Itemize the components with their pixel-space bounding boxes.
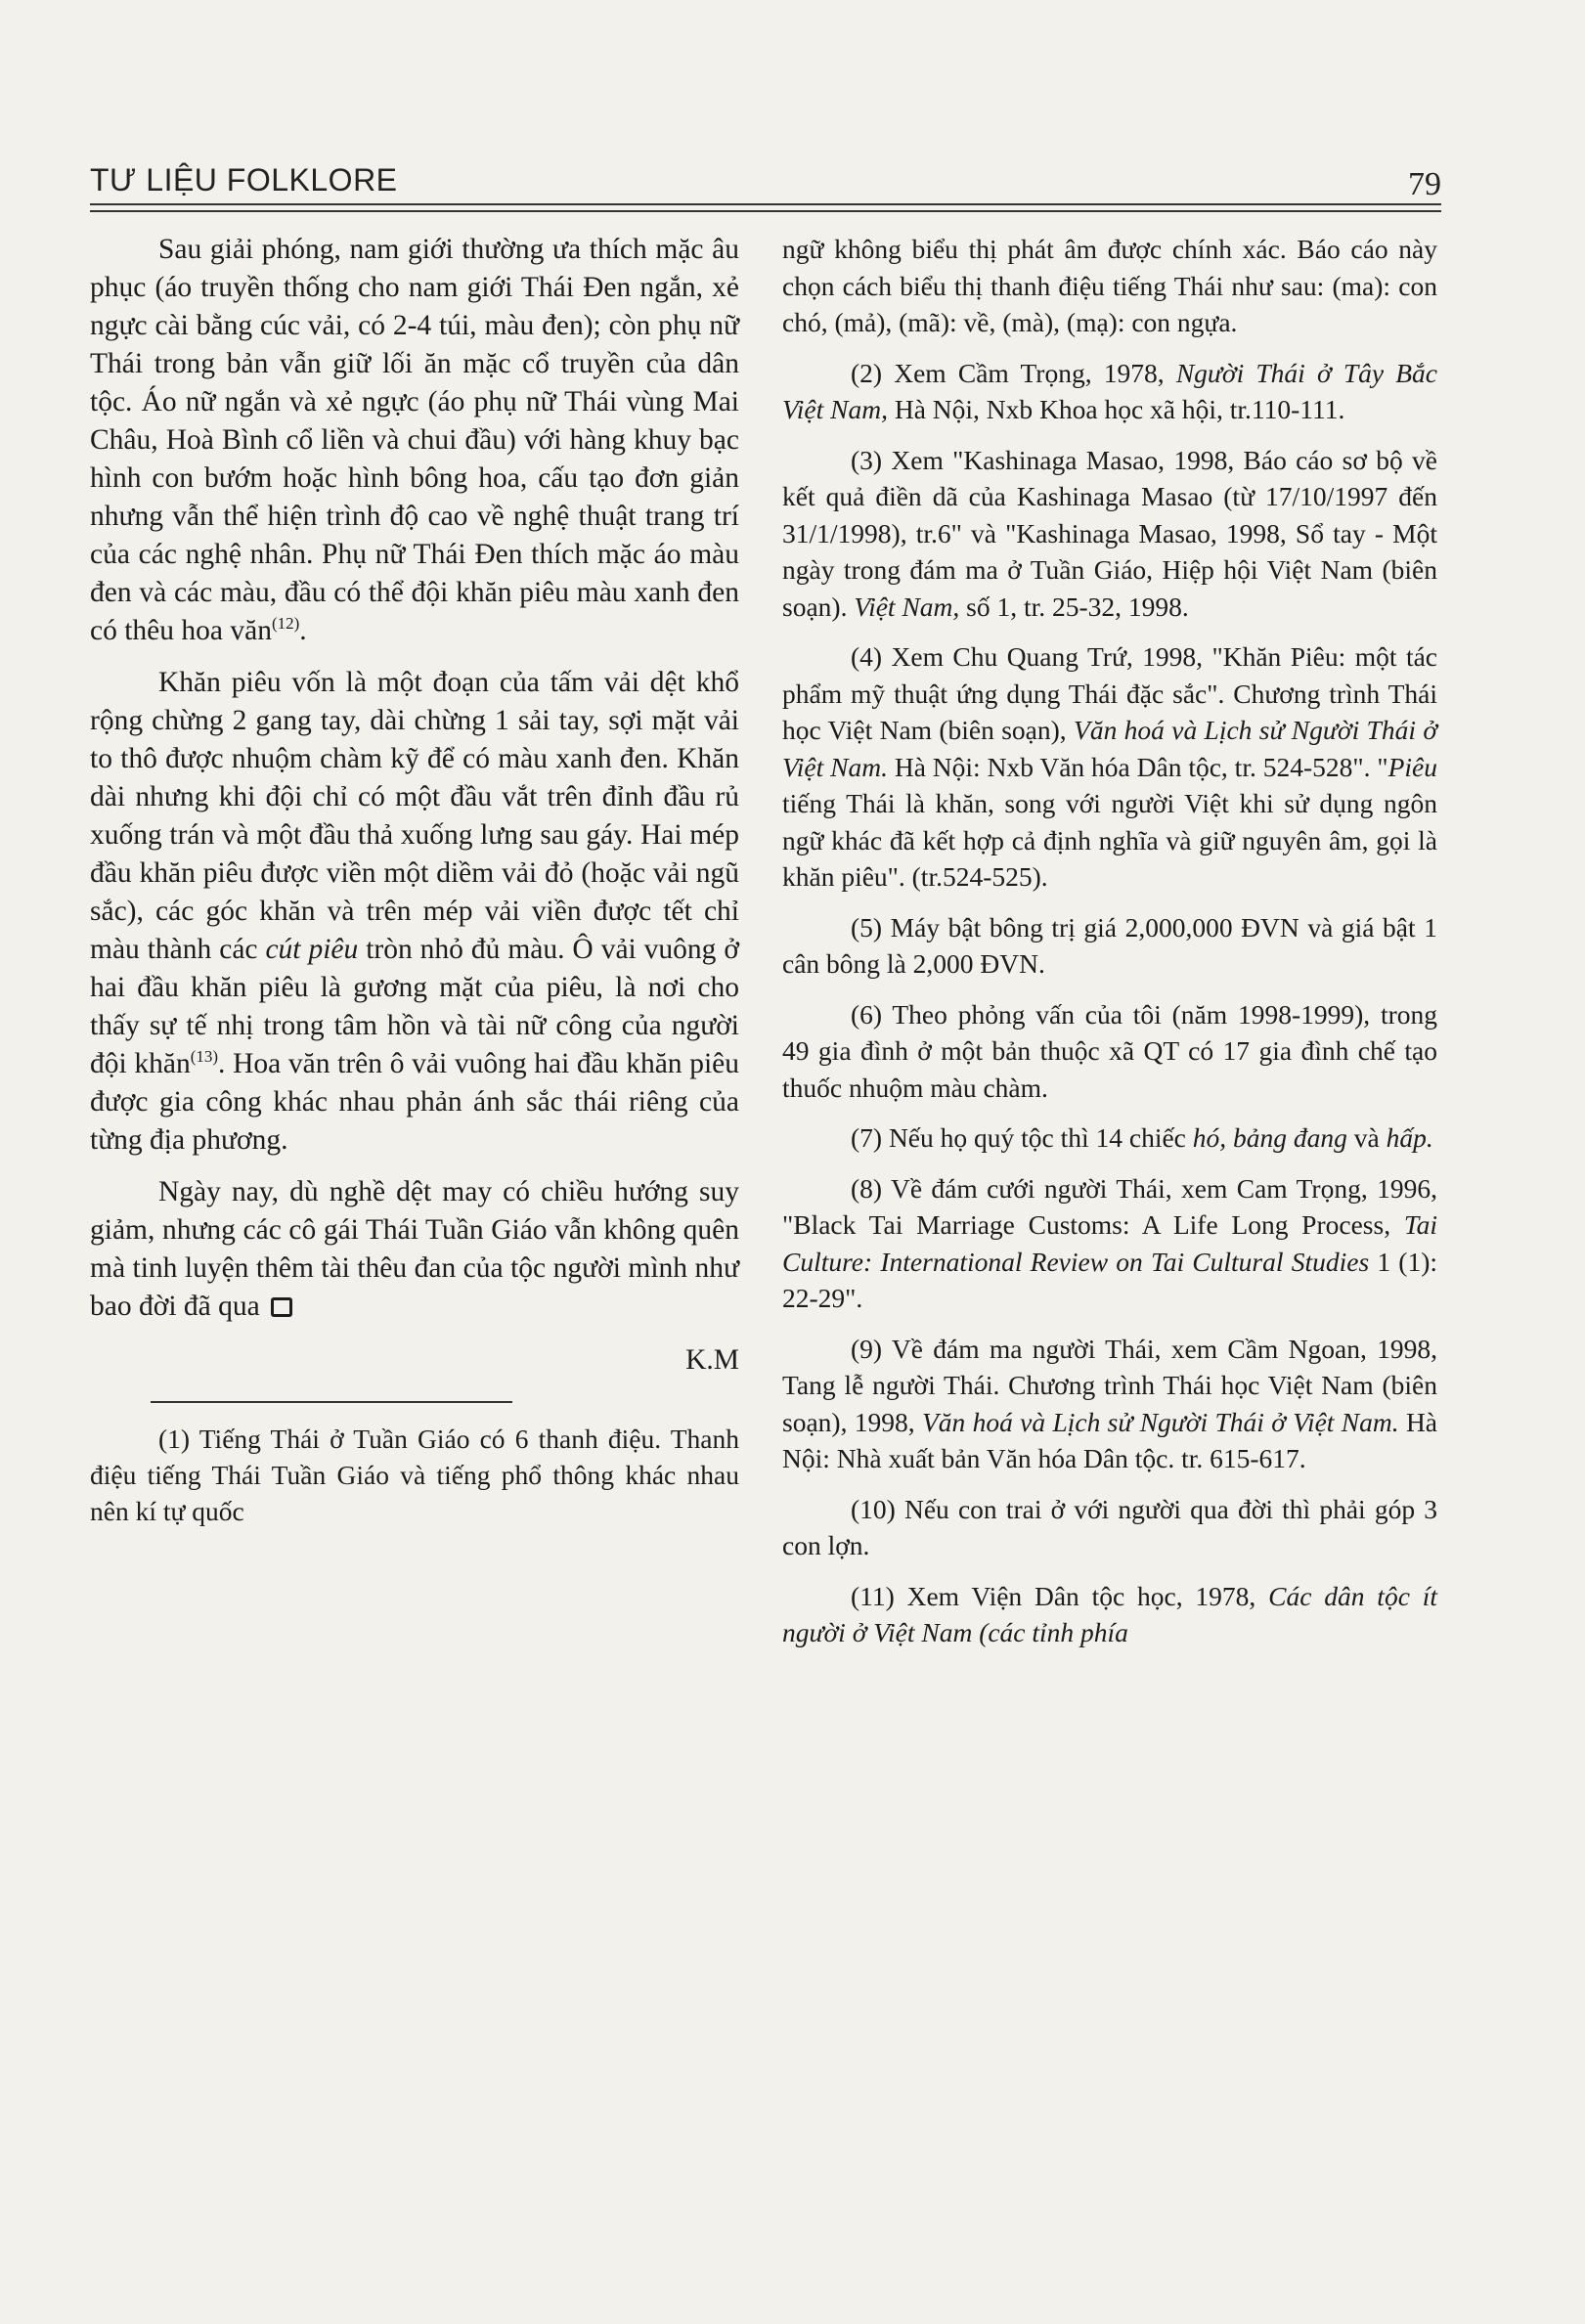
note-ref: (13): [190, 1047, 219, 1067]
paragraph-text: tròn nhỏ đủ màu. Ô vải vuông ở hai đầu khăn piêu là gương mặt của piêu, là nơi cho thấy sự tế nhị trong tâm hồn và tài nữ công của người đội khăn: [90, 934, 739, 1079]
page-number: 79: [1408, 166, 1441, 202]
section-title: TƯ LIỆU FOLKLORE: [90, 162, 398, 197]
footnote: [782, 1578, 1437, 1651]
footnote-text: (3) Xem "Kashinaga Masao, 1998, Báo cáo sơ bộ về kết quả điền dã của Kashinaga Masao (từ 17/10/1997 đến 31/1/1998), tr.6" và "Kashinaga Masao, 1998, Sổ tay - Một ngày trong đám ma ở Tuần Giáo, Hiệp hội Việt Nam (biên soạn).: [782, 444, 1437, 622]
footnote-text: tiếng Thái là khăn, song với người Việt khi sử dụng ngôn ngữ khác đã kết hợp cả định nghĩa và giữ nguyên âm, gọi là khăn piêu". (tr.524-525).: [782, 788, 1437, 892]
paragraph-text: . Hoa văn trên ô vải vuông hai đầu khăn piêu được gia công khác nhau phản ánh sắc thái riêng của từng địa phương.: [90, 1048, 739, 1156]
footnote: (6) Theo phỏng vấn của tôi (năm 1998-1999), trong 49 gia đình ở một bản thuộc xã QT có 17 gia đình chế tạo thuốc nhuộm màu chàm.: [782, 998, 1437, 1103]
left-column: [90, 231, 739, 1529]
footnote: [782, 638, 1437, 896]
running-head: [90, 158, 1441, 201]
footnote-text: số 1, tr. 25-32, 1998.: [966, 591, 1189, 622]
footnote: [782, 355, 1437, 428]
footnote-title: Tai Culture: International Review on Tai Cultural Studies: [782, 1209, 1438, 1277]
paragraph-text: Khăn piêu vốn là một đoạn của tấm vải dệt khổ rộng chừng 2 gang tay, dài chừng 1 sải tay, sợi mặt vải to thô được nhuộm chàm kỹ để có màu xanh đen. Khăn dài nhưng khi đội chỉ có một đầu vắt trên đỉnh đầu rủ xuống trán và một đầu thả xuống lưng sau gáy. Hai mép đầu khăn piêu được viền một diềm vải đỏ (hoặc vải ngũ sắc), các góc khăn và trên mép vải viền được tết chỉ màu thành các: [90, 667, 739, 965]
footnote: [782, 1170, 1437, 1317]
end-of-article-icon: [271, 1297, 292, 1317]
paragraph-text: .: [299, 615, 307, 646]
footnote: [782, 442, 1437, 626]
note-ref: (12): [271, 614, 300, 634]
right-column: [782, 231, 1437, 1651]
paragraph: [90, 1173, 739, 1326]
footnote: (5) Máy bật bông trị giá 2,000,000 ĐVN và giá bật 1 cân bông là 2,000 ĐVN.: [782, 911, 1437, 979]
footnote: (1) Tiếng Thái ở Tuần Giáo có 6 thanh điệu. Thanh điệu tiếng Thái Tuần Giáo và tiếng phổ thông khác nhau nên kí tự quốc: [90, 1424, 739, 1526]
footnote-text: (9) Về đám ma người Thái, xem Cầm Ngoan, 1998, Tang lễ người Thái. Chương trình Thái học Việt Nam (biên soạn), 1998,: [782, 1333, 1437, 1437]
paragraph: [90, 231, 739, 650]
footnote-text: Hà Nội: Nxb Văn hóa Dân tộc, tr. 524-528". ": [894, 751, 1388, 782]
footnote-text: Hà Nội, Nxb Khoa học xã hội, tr.110-111.: [894, 394, 1345, 424]
footnote-term: hấp.: [1386, 1122, 1433, 1153]
footnote: (10) Nếu con trai ở với người qua đời thì phải góp 3 con lợn.: [782, 1493, 1437, 1560]
footnote-title: Văn hoá và Lịch sử Người Thái ở Việt Nam.: [921, 1406, 1399, 1437]
footnote-rule: [151, 1401, 512, 1403]
footnote-title: Văn hoá và Lịch sử Người Thái ở Việt Nam.: [782, 715, 1437, 782]
header-rule: [90, 203, 1441, 205]
footnote-title: Người Thái ở Tây Bắc Việt Nam,: [782, 357, 1438, 424]
header-rule-double: [90, 210, 1441, 212]
footnote-text: và: [1353, 1122, 1380, 1153]
footnote-term: Piêu: [1387, 751, 1437, 782]
paragraph: [90, 664, 739, 1160]
footnote-continued: ngữ không biểu thị phát âm được chính xác. Báo cáo này chọn cách biểu thị thanh điệu tiếng Thái như sau: (ma): con chó, (mả), (mã): về, (mà), (mạ): con ngựa.: [782, 234, 1437, 337]
footnote-title: Việt Nam,: [854, 591, 960, 622]
author-signature: K.M: [685, 1344, 739, 1376]
footnote-text: (8) Về đám cưới người Thái, xem Cam Trọng, 1996, "Black Tai Marriage Customs: A Life Long Process,: [782, 1172, 1437, 1240]
footnote: [782, 1119, 1437, 1157]
footnote-term: hó, bảng đang: [1192, 1122, 1347, 1153]
paragraph-text: Sau giải phóng, nam giới thường ưa thích mặc âu phục (áo truyền thống cho nam giới Thái Đen ngắn, xẻ ngực cài bằng cúc vải, có 2-4 túi, màu đen); còn phụ nữ Thái trong bản vẫn giữ lối ăn mặc cổ truyền của dân tộc. Áo nữ ngắn và xẻ ngực (áo phụ nữ Thái vùng Mai Châu, Hoà Bình cổ liền và chui đầu) với hàng khuy bạc hình con bướm hoặc hình bông hoa, cấu tạo đơn giản nhưng vẫn thể hiện trình độ cao về nghệ thuật trang trí của các nghệ nhân. Phụ nữ Thái Đen thích mặc áo màu đen và các màu, đầu có thể đội khăn piêu màu xanh đen có thêu hoa văn: [90, 234, 739, 646]
footnote-text: (4) Xem Chu Quang Trứ, 1998, "Khăn Piêu: một tác phẩm mỹ thuật ứng dụng Thái đặc sắc". Chương trình Thái học Việt Nam (biên soạn),: [782, 641, 1437, 745]
footnote-text: (2) Xem Cầm Trọng, 1978,: [851, 357, 1165, 388]
italic-term: cút piêu: [265, 934, 359, 965]
paragraph-text: Ngày nay, dù nghề dệt may có chiều hướng suy giảm, nhưng các cô gái Thái Tuần Giáo vẫn không quên mà tinh luyện thêm tài thêu đan của tộc người mình như bao đời đã qua: [90, 1176, 739, 1322]
footnote-text: (7) Nếu họ quý tộc thì 14 chiếc: [851, 1122, 1186, 1153]
footnote-text: (11) Xem Viện Dân tộc học, 1978,: [851, 1580, 1256, 1611]
footnote: [782, 1331, 1437, 1477]
footnote-title: Các dân tộc ít người ở Việt Nam (các tỉnh phía: [782, 1580, 1437, 1647]
footnote-text: Hà Nội: Nhà xuất bản Văn hóa Dân tộc. tr. 615-617.: [782, 1406, 1438, 1473]
footnote-text: 1 (1): 22-29".: [782, 1246, 1438, 1313]
